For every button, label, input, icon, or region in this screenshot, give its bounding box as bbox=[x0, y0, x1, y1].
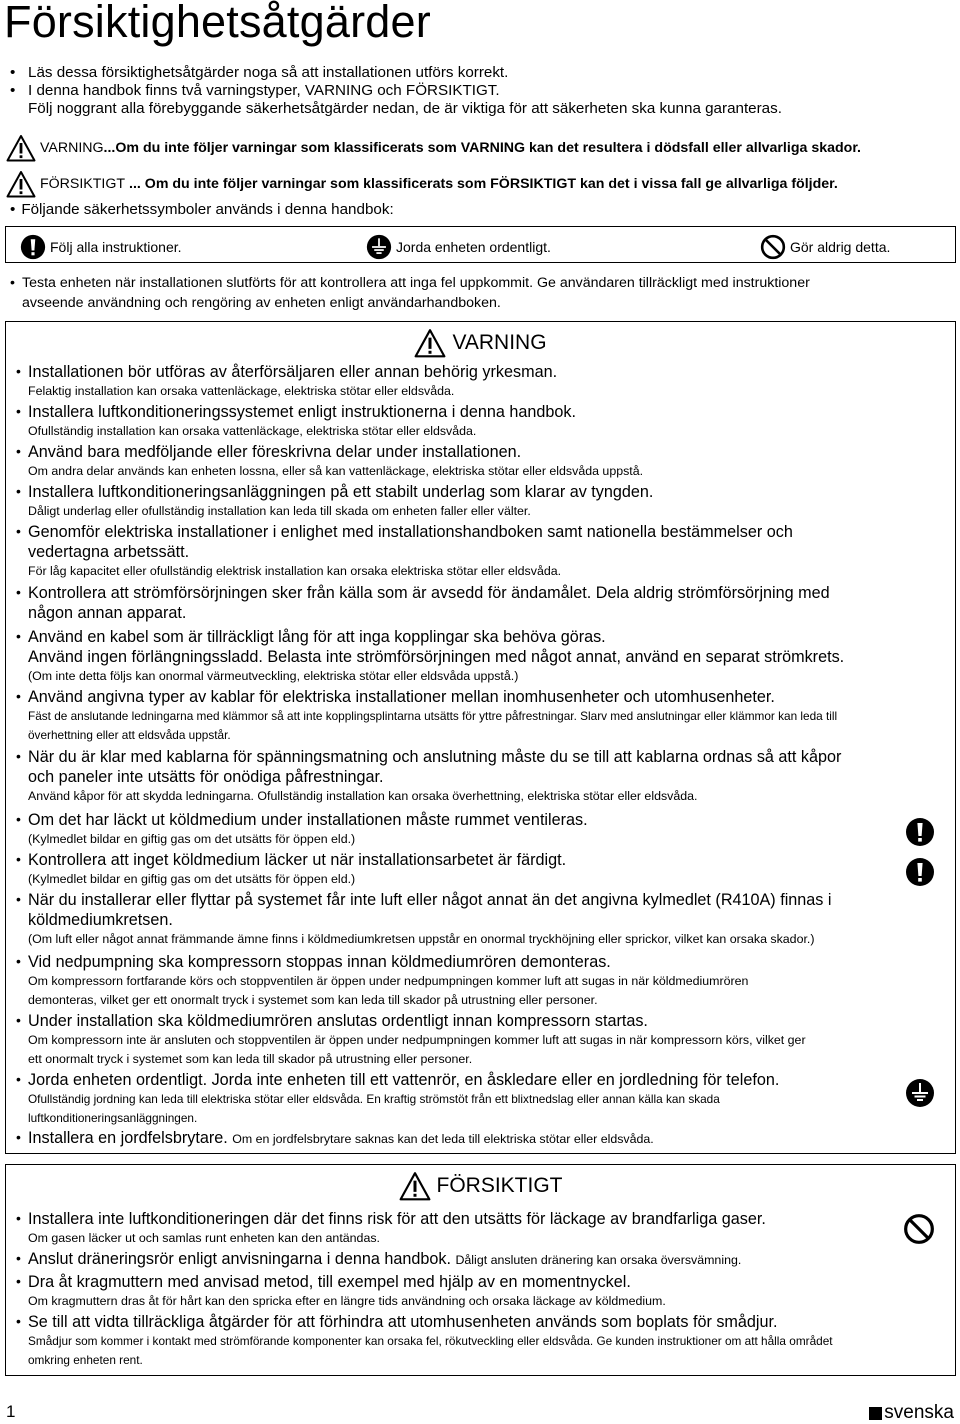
intro-item: • Läs dessa försiktighetsåtgärder noga så att installationen utförs korrekt. bbox=[10, 64, 509, 81]
warning-heading: VARNING bbox=[6, 328, 955, 358]
warning-item: • Kontrollera att inget köldmedium läcker ut när installationsarbetet är färdigt. (Kylmedlet bildar en giftig gas om det utsätts för öppen eld.) bbox=[16, 851, 567, 886]
warning-definition bbox=[6, 134, 861, 162]
warning-triangle-icon bbox=[414, 328, 446, 358]
caution-triangle-icon bbox=[399, 1171, 431, 1201]
caution-label: FÖRSIKTIGT bbox=[39, 175, 126, 192]
language-tab: svenska bbox=[869, 1402, 954, 1424]
warning-definition-text: ...Om du inte följer varningar som klassificerats som VARNING kan det resultera i dödsfall eller allvarliga skador. bbox=[103, 139, 861, 156]
warning-item: • Installationen bör utföras av återförsäljaren eller annan behörig yrkesman. Felaktig installation kan orsaka vattenläckage, elektriska stötar eller eldsvåda. bbox=[16, 363, 558, 398]
warning-item: • Installera luftkonditioneringsanläggningen på ett stabilt underlag som klarar av tyngden. Dåligt underlag eller ofullständig installation kan leda till skada om enheten faller eller välter. bbox=[16, 483, 654, 518]
caution-box bbox=[5, 1164, 956, 1376]
warning-item: • Under installation ska köldmediumrören anslutas ordentligt innan kompressorn startas. Om kompressorn inte är ansluten och stoppventilen är öppen under nedpumpningen kommer luft att sugas in när kompressorn körs, vilket ger ett onormalt tryck i systemet som kan leda till skador på utrustning eller personer. bbox=[16, 1012, 806, 1066]
exclamation-icon bbox=[905, 817, 935, 847]
warning-item: • Genomför elektriska installationer i enlighet med installationshandboken samt nationella bestämmelser och vedertagna arbetssätt. För låg kapacitet eller ofullständig elektrisk installation kan orsaka elektriska stötar eller eldsvåda. bbox=[16, 523, 793, 578]
test-note: • Testa enheten när installationen slutförts för att kontrollera att inga fel uppkommit. Ge användaren tillräckligt med instruktioner avseende användning och rengöring av enheten enligt användarhandboken. bbox=[10, 275, 810, 311]
caution-definition-text: ... Om du inte följer varningar som klassificerats som FÖRSIKTIGT kan det i vissa fall ge allvarliga följder. bbox=[129, 175, 838, 192]
intro-list bbox=[6, 64, 956, 118]
warning-item: • Använd en kabel som är tillräckligt lång för att inga kopplingar ska behöva göras. Använd ingen förlängningssladd. Belasta inte strömförsörjningen med något annat, använd en separat strömkrets. (Om inte detta följs kan onormal värmeutveckling, elektriska stötar eller eldsvåda uppstå.) bbox=[16, 628, 845, 683]
symbols-intro: • Följande säkerhetssymboler används i denna handbok: bbox=[10, 201, 394, 218]
warning-item: • Jorda enheten ordentligt. Jorda inte enheten till ett vattenrör, en åskledare eller en jordledning för telefon. Ofullständig jordning kan leda till elektriska stötar eller eldsvåda. En kraftig strömstöt från ett blixtnedslag eller annan källa kan skada luftkonditioneringsanläggningen. bbox=[16, 1071, 780, 1125]
warning-item: • Kontrollera att strömförsörjningen sker från källa som är avsedd för ändamålet. Dela aldrig strömförsörjning med någon annan apparat. bbox=[16, 584, 830, 622]
caution-item: • Se till att vidta tillräckliga åtgärder för att förhindra att utomhusenheten används som boplats för smådjur. Smådjur som kommer i kontakt med strömförande komponenter kan orsaka fel, rökutveckling eller eldsvåda. Ge kunden instruktioner om att hålla området omkring enheten rent. bbox=[16, 1313, 833, 1367]
warning-item: • Installera luftkonditioneringssystemet enligt instruktionerna i denna handbok. Ofullständig installation kan orsaka vattenläckage, elektriska stötar eller eldsvåda. bbox=[16, 403, 577, 438]
exclamation-icon bbox=[905, 857, 935, 887]
caution-item: • Dra åt kragmuttern med anvisad metod, till exempel med hjälp av en momentnyckel. Om kragmuttern dras åt för hårt kan den spricka efter en längre tids användning och orsaka läckage av köldmedium. bbox=[16, 1273, 666, 1308]
ground-icon bbox=[905, 1078, 935, 1108]
warning-item: • Installera en jordfelsbrytare. Om en jordfelsbrytare saknas kan det leda till elektriska stötar eller eldsvåda. bbox=[16, 1129, 654, 1147]
warning-item: • När du installerar eller flyttar på systemet får inte luft eller något annat än det angivna kylmedlet (R410A) finnas i köldmediumkretsen. (Om luft eller något annat främmande ämne finns i köldmediumkretsen uppstår en onormal tryckhöjning eller sprickor, vilket kan orsaka skador.) bbox=[16, 891, 832, 946]
exclamation-icon bbox=[20, 234, 46, 260]
prohibited-icon bbox=[903, 1213, 935, 1245]
symbol-prohibited: Gör aldrig detta. bbox=[760, 234, 890, 260]
caution-item: • Anslut dräneringsrör enligt anvisningarna i denna handbok. Dåligt ansluten dränering kan orsaka översvämning. bbox=[16, 1250, 742, 1268]
warning-item: • Använd angivna typer av kablar för elektriska installationer mellan inomhusenheter och utomhusenheter. Fäst de anslutande ledningarna med klämmor så att inte kopplingsplintarna utsätts för yttre påfrestningar. Slarv med anslutningar eller klämmor kan leda till överhettning eller att eldsvåda uppstår. bbox=[16, 688, 838, 742]
intro-item: • I denna handbok finns två varningstyper, VARNING och FÖRSIKTIGT. bbox=[10, 82, 500, 99]
caution-item: • Installera inte luftkonditioneringen där det finns risk för att den utsätts för läckage av brandfarliga gaser. Om gasen läcker ut och samlas runt enheten kan den antändas. bbox=[16, 1210, 766, 1245]
warning-triangle-icon bbox=[6, 134, 36, 162]
warning-item: • Använd bara medföljande eller föreskrivna delar under installationen. Om andra delar används kan enheten lossna, eller så kan vattenläckage, elektriska stötar eller eldsvåda uppstå. bbox=[16, 443, 644, 478]
warning-box bbox=[5, 321, 956, 1154]
warning-label: VARNING bbox=[39, 139, 104, 156]
symbol-follow: Följ alla instruktioner. bbox=[20, 234, 182, 260]
intro-item: Följ noggrant alla förebyggande säkerhetsåtgärder nedan, de är viktiga för att säkerheten ska kunna garanteras. bbox=[28, 100, 782, 117]
symbol-legend bbox=[5, 226, 956, 263]
ground-icon bbox=[366, 234, 392, 260]
caution-heading: FÖRSIKTIGT bbox=[6, 1171, 955, 1201]
warning-item: • Vid nedpumpning ska kompressorn stoppas innan köldmediumrören demonteras. Om kompressorn fortfarande körs och stoppventilen är öppen under nedpumpningen kommer luft att sugas in när köldmediumrören demonteras, vilket ger ett onormalt tryck i systemet som kan leda till skador på utrustning eller personer. bbox=[16, 953, 749, 1007]
caution-triangle-icon bbox=[6, 170, 36, 198]
page-title: Försiktighetsåtgärder bbox=[4, 0, 431, 47]
prohibited-icon bbox=[760, 234, 786, 260]
symbol-ground: Jorda enheten ordentligt. bbox=[366, 234, 551, 260]
caution-definition bbox=[6, 170, 838, 198]
warning-item: • När du är klar med kablarna för spänningsmatning och anslutning måste du se till att kablarna ordnas så att kåpor och paneler inte utsätts för onödiga påfrestningar. Använd kåpor för att skydda ledningarna. Ofullständig installation kan orsaka överhettning, elektriska stötar eller eldsvåda. bbox=[16, 748, 842, 803]
page-number: 1 bbox=[6, 1402, 16, 1421]
warning-item: • Om det har läckt ut köldmedium under installationen måste rummet ventileras. (Kylmedlet bildar en giftig gas om det utsätts för öppen eld.) bbox=[16, 811, 588, 846]
square-icon bbox=[869, 1407, 882, 1420]
